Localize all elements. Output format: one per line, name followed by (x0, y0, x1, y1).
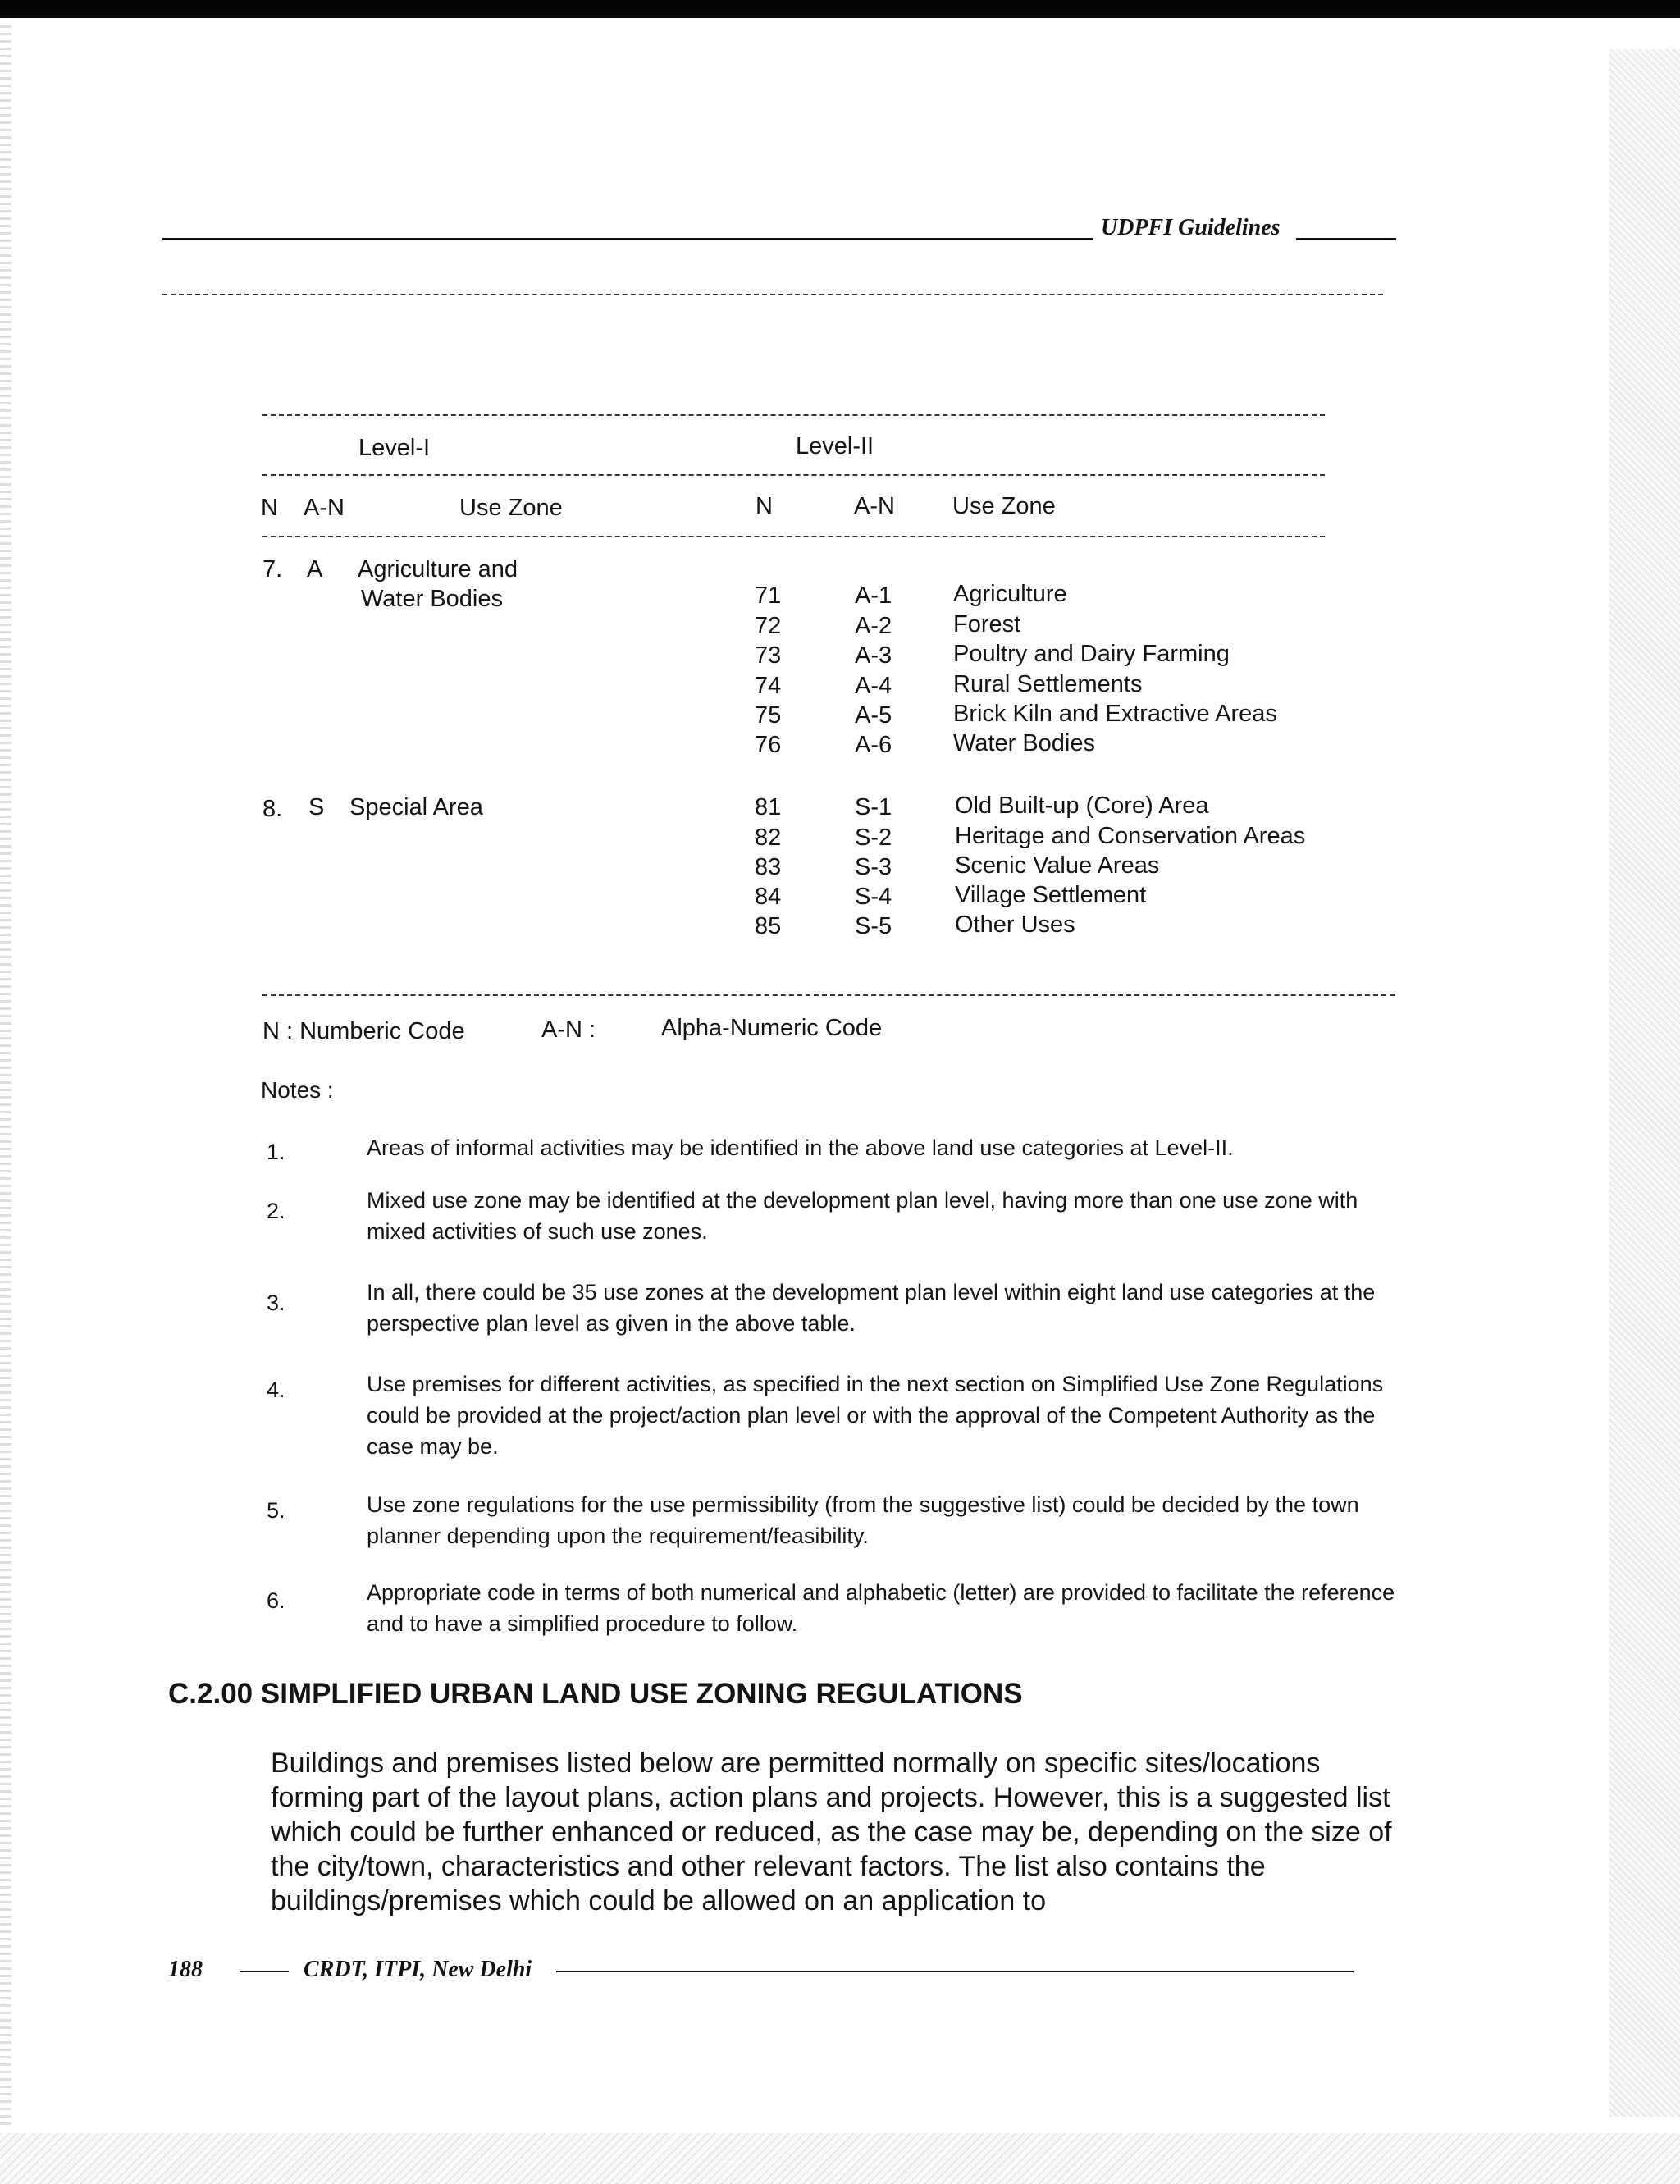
col-l2-n: N (756, 493, 773, 519)
legend-an-label: A-N : (541, 1017, 596, 1043)
section-heading: C.2.00 SIMPLIFIED URBAN LAND USE ZONING REGULATIONS (168, 1678, 1023, 1710)
footer-rule-left (240, 1971, 289, 1972)
table-bottom-rule (262, 994, 1395, 996)
row-n: 74 (755, 673, 782, 699)
note-number: 2. (267, 1199, 285, 1223)
header-rule-right (1296, 238, 1396, 240)
footer-publisher: CRDT, ITPI, New Delhi (304, 1957, 532, 1982)
note-number: 5. (267, 1498, 285, 1523)
row-n: 85 (755, 913, 782, 939)
note-text: Use zone regulations for the use permissibility (from the suggestive list) could be decided by the town planner depending upon the requirement/feasibility. (367, 1492, 1359, 1548)
group-an: A (307, 556, 323, 583)
note-number: 3. (267, 1291, 285, 1315)
note-number: 1. (267, 1140, 285, 1164)
row-n: 81 (755, 794, 782, 820)
col-l2-use-zone: Use Zone (952, 493, 1056, 519)
row-an: S-3 (855, 854, 892, 880)
row-n: 75 (755, 702, 782, 729)
group-n: 8. (262, 796, 283, 822)
table-top-rule (262, 414, 1325, 416)
legend-an-text: Alpha-Numeric Code (661, 1015, 883, 1041)
table-header-rule (262, 536, 1325, 537)
row-n: 71 (755, 583, 782, 609)
col-l1-n: N (261, 495, 278, 521)
scan-noise-left (0, 25, 11, 2125)
row-n: 82 (755, 825, 782, 851)
header-dashed-rule (162, 294, 1383, 295)
note-text: Mixed use zone may be identified at the development plan level, having more than one use zone with mixed activities of such use zones. (367, 1188, 1358, 1244)
running-header-title: UDPFI Guidelines (1101, 215, 1281, 240)
row-use-zone: Poultry and Dairy Farming (953, 641, 1230, 667)
note-number: 4. (267, 1378, 285, 1402)
row-use-zone: Water Bodies (953, 730, 1095, 756)
row-use-zone: Village Settlement (955, 882, 1147, 908)
legend-numeric-code: N : Numberic Code (262, 1018, 465, 1044)
group-n: 7. (262, 556, 283, 583)
row-n: 76 (755, 732, 782, 758)
level2-heading: Level-II (796, 433, 874, 459)
row-n: 73 (755, 642, 782, 669)
note-text: Areas of informal activities may be identified in the above land use categories at Level-II. (367, 1135, 1234, 1160)
scan-noise-right (1609, 49, 1680, 2117)
col-l2-an: A-N (854, 493, 895, 519)
row-an: A-3 (855, 642, 892, 669)
scan-noise-bottom (0, 2133, 1680, 2184)
row-n: 84 (755, 884, 782, 910)
group-use-zone: Special Area (349, 794, 483, 820)
row-use-zone: Heritage and Conservation Areas (955, 823, 1306, 849)
row-use-zone: Scenic Value Areas (955, 852, 1160, 879)
scan-border-top (0, 0, 1680, 18)
note-text: Use premises for different activities, as specified in the next section on Simplified Use Zone Regulations could be provided at the project/action plan level or with the approval of the Competent Authority as the case may be. (367, 1372, 1384, 1459)
row-an: S-2 (855, 825, 892, 851)
row-an: S-4 (855, 884, 892, 910)
row-an: A-4 (855, 673, 892, 699)
row-an: A-1 (855, 583, 892, 609)
notes-heading: Notes : (261, 1077, 334, 1103)
page-number: 188 (168, 1957, 203, 1982)
row-use-zone: Other Uses (955, 912, 1075, 938)
row-use-zone: Agriculture (953, 581, 1067, 607)
row-use-zone: Rural Settlements (953, 671, 1143, 697)
footer-rule-right (556, 1971, 1354, 1972)
col-l1-use-zone: Use Zone (459, 495, 563, 521)
row-use-zone: Brick Kiln and Extractive Areas (953, 701, 1277, 727)
row-n: 72 (755, 613, 782, 639)
section-paragraph: Buildings and premises listed below are permitted normally on specific sites/locations forming part of the layout plans, action plans and projects. However, this is a suggested list which could be further enhanced or reduced, as the case may be, depending on the size of the city/town, characteristics and other relevant factors. The list also contains the buildings/premises which could be allowed on an application to (271, 1748, 1392, 1917)
col-l1-an: A-N (304, 495, 345, 521)
row-use-zone: Forest (953, 611, 1021, 637)
row-n: 83 (755, 854, 782, 880)
row-an: S-5 (855, 913, 892, 939)
row-an: S-1 (855, 794, 892, 820)
note-text: Appropriate code in terms of both numerical and alphabetic (letter) are provided to facilitate the reference and to have a simplified procedure to follow. (367, 1580, 1395, 1636)
header-rule-left (162, 238, 1093, 240)
row-an: A-5 (855, 702, 892, 729)
table-level-rule (262, 474, 1325, 476)
note-text: In all, there could be 35 use zones at the development plan level within eight land use categories at the perspective plan level as given in the above table. (367, 1280, 1376, 1336)
group-an: S (308, 794, 325, 820)
row-use-zone: Old Built-up (Core) Area (955, 793, 1209, 819)
group-use-zone: Agriculture and (358, 556, 518, 583)
row-an: A-2 (855, 613, 892, 639)
note-number: 6. (267, 1588, 285, 1613)
row-an: A-6 (855, 732, 892, 758)
group-use-zone-cont: Water Bodies (361, 586, 503, 612)
level1-heading: Level-I (358, 435, 431, 461)
